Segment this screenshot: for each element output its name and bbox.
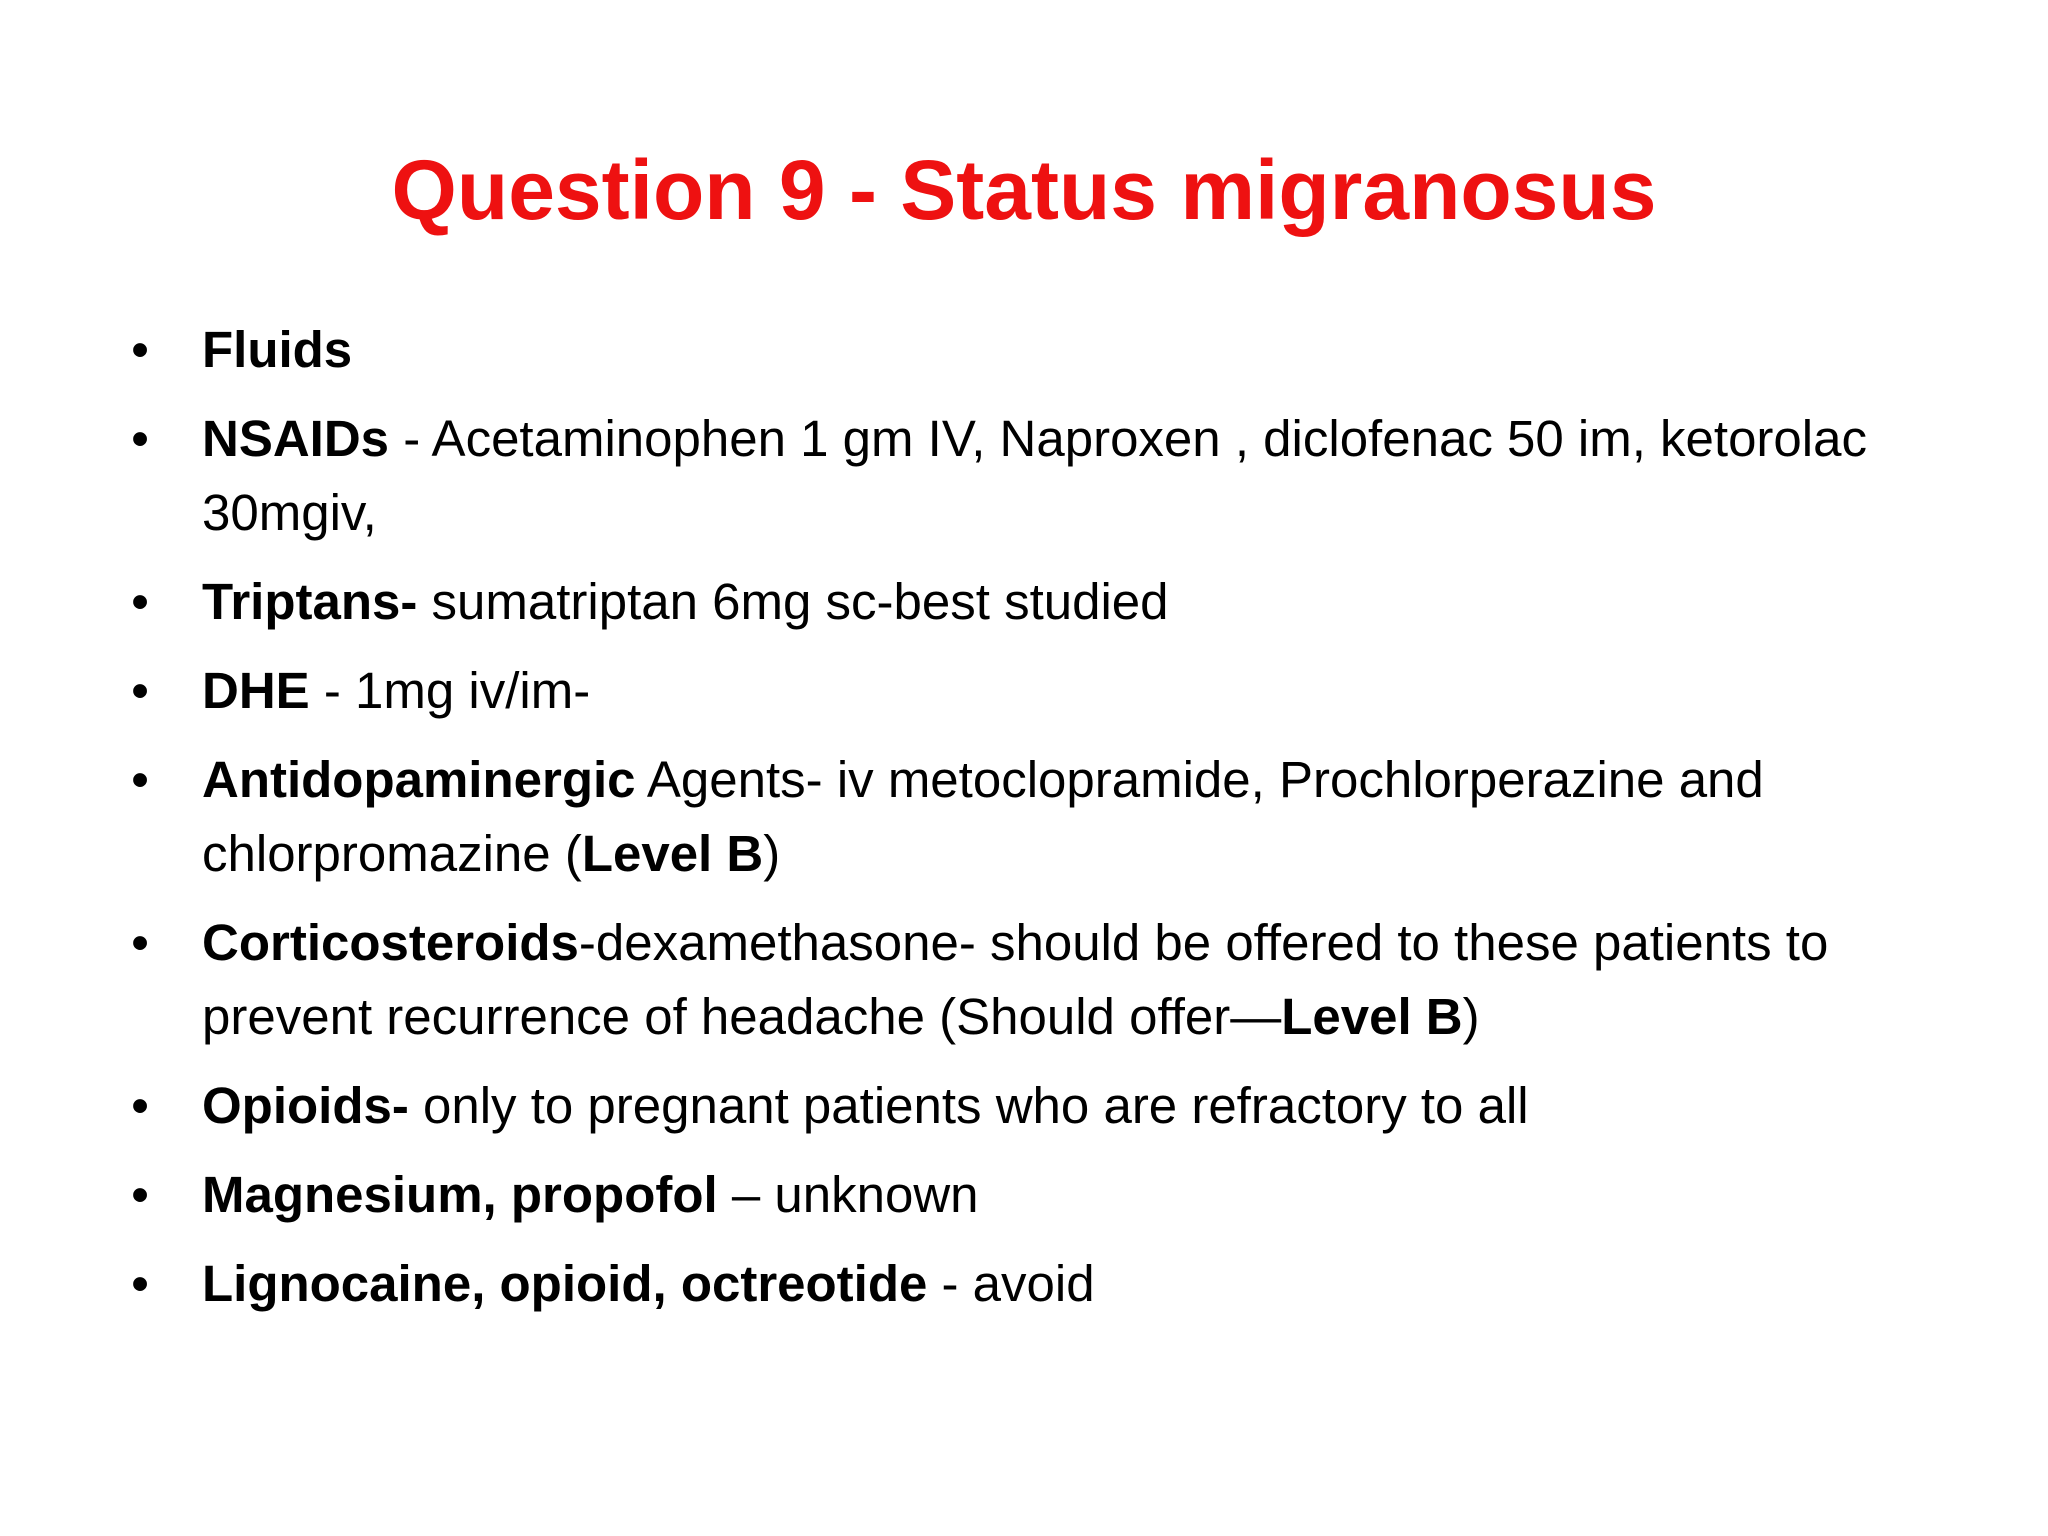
bullet-text: - Acetaminophen 1 gm IV, Naproxen , diclofenac 50 im, ketorolac 30mgiv,	[202, 410, 1867, 541]
bullet-bold-text: Level B	[1281, 988, 1463, 1045]
bullet-dot-icon: •	[131, 1166, 149, 1223]
bullet-bold-text: Corticosteroids	[202, 914, 579, 971]
bullet-bold-text: NSAIDs	[202, 410, 390, 467]
bullet-dot-icon: •	[131, 321, 149, 378]
bullet-item	[120, 906, 2000, 1054]
bullet-bold-text: Level B	[581, 825, 764, 882]
bullet-bold-text: Lignocaine, opioid, octreotide	[202, 1255, 928, 1312]
bullet-dot-icon: •	[131, 410, 149, 467]
bullet-text: - avoid	[927, 1255, 1095, 1312]
bullet-text: only to pregnant patients who are refractory to all	[408, 1077, 1529, 1134]
bullet-text: sumatriptan 6mg sc-best studied	[417, 573, 1169, 630]
bullet-dot-icon: •	[131, 751, 149, 808]
bullet-dot-icon: •	[131, 1077, 149, 1134]
bullet-dot-icon: •	[131, 1255, 149, 1312]
bullet-item	[120, 654, 2000, 728]
bullet-dot-icon: •	[131, 573, 149, 630]
bullet-text: -dexamethasone- should be offered to these patients to prevent recurrence of headache (Should offer—	[202, 914, 1829, 1045]
bullet-bold-text: Triptans-	[202, 573, 418, 630]
bullet-item	[120, 402, 2000, 550]
bullet-item	[120, 1158, 2000, 1232]
bullet-bold-text: Fluids	[202, 321, 353, 378]
bullet-bold-text: Antidopaminergic	[202, 751, 636, 808]
bullet-item	[120, 1247, 2000, 1321]
bullet-text: )	[1462, 988, 1480, 1045]
bullet-bold-text: Magnesium, propofol	[202, 1166, 718, 1223]
bullet-bold-text: DHE	[202, 662, 310, 719]
bullet-text: – unknown	[717, 1166, 979, 1223]
bullet-text: )	[763, 825, 781, 882]
slide-title: Question 9 - Status migranosus	[391, 143, 1657, 237]
bullet-text: - 1mg iv/im-	[309, 662, 591, 719]
bullet-bold-text: Opioids-	[202, 1077, 409, 1134]
bullet-list	[120, 313, 2000, 1336]
bullet-dot-icon: •	[131, 914, 149, 971]
bullet-dot-icon: •	[131, 662, 149, 719]
bullet-text: Agents- iv metoclopramide, Prochlorperazine and chlorpromazine (	[202, 751, 1764, 882]
bullet-item	[120, 313, 2000, 387]
bullet-item	[120, 565, 2000, 639]
bullet-item	[120, 1069, 2000, 1143]
bullet-item	[120, 743, 2000, 891]
